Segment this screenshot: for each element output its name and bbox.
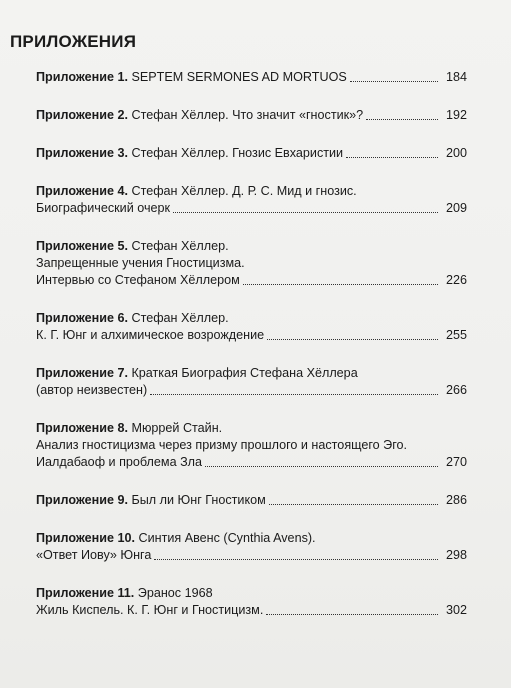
appendix-title: Краткая Биография Стефана Хёллера <box>131 366 358 380</box>
toc-entry-line <box>36 200 467 217</box>
appendix-number: Приложение 3. <box>36 146 128 160</box>
toc-entry <box>36 238 467 289</box>
toc-entry-line <box>36 492 467 509</box>
appendix-title: Биографический очерк <box>36 201 171 215</box>
toc-entry <box>36 420 467 471</box>
toc-entry-line <box>36 530 467 547</box>
toc-entry-line <box>36 420 467 437</box>
toc-entry-line <box>36 107 467 124</box>
toc-entry-line <box>36 69 467 86</box>
appendix-number: Приложение 10. <box>36 531 135 545</box>
toc-entry-line <box>36 382 467 399</box>
page-number: 226 <box>445 273 467 287</box>
dot-leader <box>269 503 438 505</box>
appendix-number: Приложение 6. <box>36 311 128 325</box>
page-number: 184 <box>445 70 467 84</box>
dot-leader <box>346 156 438 158</box>
toc-entry-line <box>36 454 467 471</box>
appendix-title: Стефан Хёллер. Д. Р. С. Мид и гнозис. <box>131 184 357 198</box>
page-number: 302 <box>445 603 467 617</box>
dot-leader <box>150 393 438 395</box>
toc-entry <box>36 365 467 399</box>
toc-entry <box>36 107 467 124</box>
appendix-title: Жиль Киспель. К. Г. Юнг и Гностицизм. <box>36 603 264 617</box>
toc-entry-line <box>36 145 467 162</box>
appendix-title: Эранос 1968 <box>137 586 213 600</box>
appendix-number: Приложение 1. <box>36 70 128 84</box>
table-of-contents <box>36 69 467 640</box>
appendix-number: Приложение 7. <box>36 366 128 380</box>
page-number: 200 <box>445 146 467 160</box>
toc-entry <box>36 145 467 162</box>
dot-leader <box>350 80 438 82</box>
appendix-title: Иалдабаоф и проблема Зла <box>36 455 203 469</box>
page-number: 286 <box>445 493 467 507</box>
appendix-number: Приложение 9. <box>36 493 128 507</box>
toc-entry-line <box>36 547 467 564</box>
toc-entry-line <box>36 272 467 289</box>
appendix-title: Был ли Юнг Гностиком <box>131 493 266 507</box>
appendix-title: Стефан Хёллер. <box>131 239 229 253</box>
toc-entry <box>36 492 467 509</box>
toc-entry-line <box>36 437 467 454</box>
page-number: 270 <box>445 455 467 469</box>
appendix-title: Синтия Авенс (Cynthia Avens). <box>138 531 316 545</box>
section-heading: ПРИЛОЖЕНИЯ <box>10 32 137 51</box>
dot-leader <box>266 613 438 615</box>
dot-leader <box>173 211 438 213</box>
appendix-number: Приложение 8. <box>36 421 128 435</box>
appendix-title: Мюррей Стайн. <box>131 421 223 435</box>
dot-leader <box>267 338 438 340</box>
page-number: 266 <box>445 383 467 397</box>
appendix-number: Приложение 11. <box>36 586 135 600</box>
appendix-number: Приложение 4. <box>36 184 128 198</box>
appendix-title: Анализ гностицизма через призму прошлого и настоящего Эго. <box>36 438 408 452</box>
toc-entry-line <box>36 327 467 344</box>
toc-entry-line <box>36 183 467 200</box>
appendix-number: Приложение 2. <box>36 108 128 122</box>
page-number: 298 <box>445 548 467 562</box>
toc-entry-line <box>36 365 467 382</box>
appendix-title: (автор неизвестен) <box>36 383 148 397</box>
dot-leader <box>205 465 438 467</box>
appendix-title: Стефан Хёллер. <box>131 311 229 325</box>
appendix-title: SEPTEM SERMONES AD MORTUOS <box>131 70 347 84</box>
appendix-number: Приложение 5. <box>36 239 128 253</box>
toc-entry-line <box>36 255 467 272</box>
toc-entry <box>36 183 467 217</box>
appendix-title: Запрещенные учения Гностицизма. <box>36 256 245 270</box>
dot-leader <box>243 283 438 285</box>
toc-entry <box>36 530 467 564</box>
page-number: 255 <box>445 328 467 342</box>
appendix-title: Интервью со Стефаном Хёллером <box>36 273 240 287</box>
appendix-title: К. Г. Юнг и алхимическое возрождение <box>36 328 265 342</box>
toc-entry-line <box>36 310 467 327</box>
dot-leader <box>154 558 438 560</box>
toc-entry-line <box>36 585 467 602</box>
toc-entry-line <box>36 602 467 619</box>
page-number: 192 <box>445 108 467 122</box>
toc-entry <box>36 310 467 344</box>
appendix-title: Стефан Хёллер. Гнозис Евхаристии <box>131 146 344 160</box>
toc-entry-line <box>36 238 467 255</box>
toc-entry <box>36 69 467 86</box>
page-number: 209 <box>445 201 467 215</box>
dot-leader <box>366 118 438 120</box>
toc-entry <box>36 585 467 619</box>
appendix-title: «Ответ Иову» Юнга <box>36 548 152 562</box>
appendix-title: Стефан Хёллер. Что значит «гностик»? <box>131 108 364 122</box>
